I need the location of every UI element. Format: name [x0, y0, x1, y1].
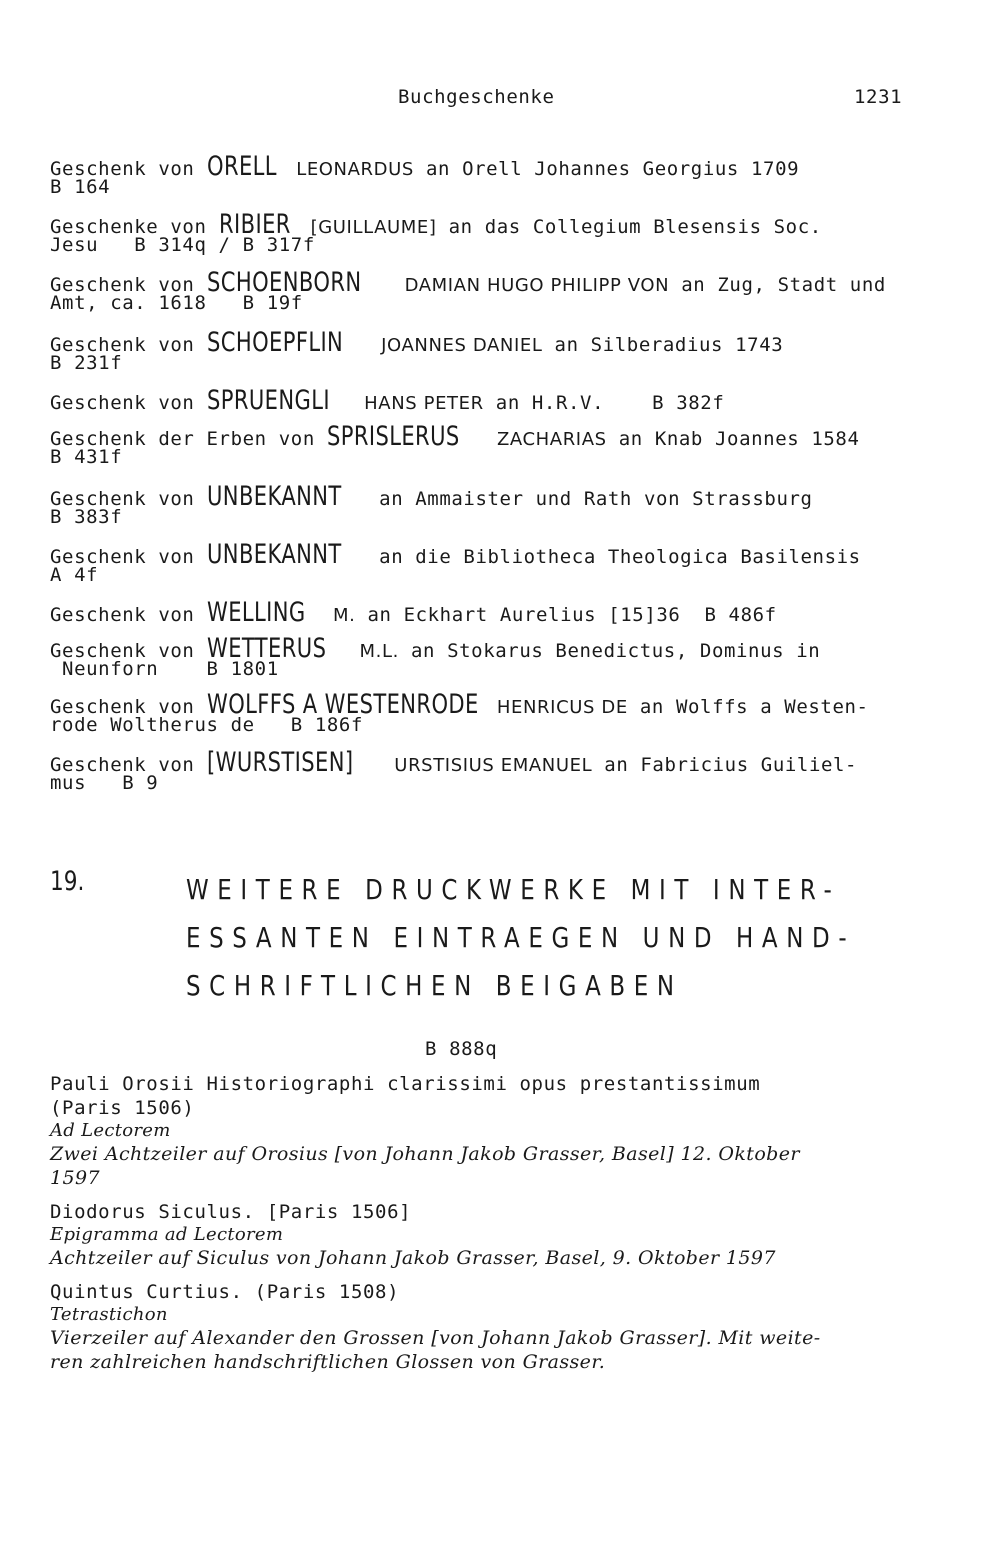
book-title: Quintus Curtius. (Paris 1508) — [50, 1281, 400, 1303]
section-number: 19. — [50, 866, 85, 897]
donor-name: UNBEKANNT — [206, 481, 342, 512]
list-item: Geschenk von SCHOENBORN DAMIAN HUGO PHILIPP VON an Zug, Stadt und Amt, ca. 1618 B 19f — [50, 267, 886, 314]
donor-name: RIBIER — [218, 209, 291, 240]
list-item: Geschenk von WETTERUS M.L. an Stokarus Benedictus, Dominus in Neunforn B 1801 — [50, 633, 821, 680]
book-title: Diodorus Siculus. [Paris 1506] — [50, 1201, 412, 1223]
list-item: Geschenk von SCHOEPFLIN JOANNES DANIEL an Silberadius 1743 B 231f — [50, 327, 784, 374]
inscription: Ad Lectorem — [50, 1120, 171, 1141]
section-title: WEITERE DRUCKWERKE MIT INTER- ESSANTEN EINTRAEGEN UND HAND- SCHRIFTLICHEN BEIGABEN — [186, 873, 856, 1002]
handwritten-note: Achtzeiler auf Siculus von Johann Jakob Grasser, Basel, 9. Oktober 1597 — [50, 1247, 776, 1269]
list-item: Geschenke von RIBIER [GUILLAUME] an das Collegium Blesensis Soc. Jesu B 314q / B 317f — [50, 209, 822, 256]
donor-name: SCHOENBORN — [206, 267, 362, 298]
running-title: Buchgeschenke — [398, 86, 555, 108]
donor-name: SPRISLERUS — [326, 421, 460, 452]
donor-name: WELLING — [206, 597, 306, 628]
shelf-signature: B 888q — [425, 1038, 498, 1060]
page-number: 1231 — [854, 86, 903, 108]
book-title: Pauli Orosii Historiographi clarissimi opus prestantissimum — [50, 1073, 761, 1095]
handwritten-note: Zwei Achtzeiler auf Orosius [von Johann Jakob Grasser, Basel] 12. Oktober — [50, 1143, 800, 1165]
list-item: Geschenk von UNBEKANNT an Ammaister und Rath von Strassburg B 383f — [50, 481, 813, 528]
list-item: Geschenk von SPRUENGLI HANS PETER an H.R.V. B 382f — [50, 385, 725, 416]
list-item: Pauli Orosii Historiographi clarissimi opus prestantissimum (Paris 1506) Ad Lectorem Zwei Achtzeiler auf Orosius [von Johann Jakob Grasser, Basel] 12. Oktober 1597 — [50, 1072, 950, 1190]
list-item: Quintus Curtius. (Paris 1508) Tetrastichon Vierzeiler auf Alexander den Grossen [von Johann Jakob Grasser]. Mit weite- ren zahlreichen handschriftlichen Glossen von Grasser. — [50, 1280, 950, 1374]
donor-name: [WURSTISEN] — [206, 747, 353, 778]
list-item: Geschenk von [WURSTISEN] URSTISIUS EMANUEL an Fabricius Guiliel- mus B 9 — [50, 747, 858, 794]
inscription: Tetrastichon — [50, 1304, 168, 1325]
inscription: Epigramma ad Lectorem — [50, 1224, 284, 1245]
donor-name: UNBEKANNT — [206, 539, 342, 570]
donor-name: WETTERUS — [206, 633, 326, 664]
list-item: Geschenk von WELLING M. an Eckhart Aurelius [15]36 B 486f — [50, 597, 777, 628]
list-item — [50, 1200, 950, 1270]
list-item: Geschenk der Erben von SPRISLERUS ZACHARIAS an Knab Joannes 1584 B 431f — [50, 421, 860, 468]
donor-name: SCHOEPFLIN — [206, 327, 343, 358]
list-item: Geschenk von ORELL LEONARDUS an Orell Johannes Georgius 1709 B 164 — [50, 151, 800, 198]
list-item: Geschenk von UNBEKANNT an die Bibliotheca Theologica Basilensis A 4f — [50, 539, 861, 586]
handwritten-note: Vierzeiler auf Alexander den Grossen [von Johann Jakob Grasser]. Mit weite- — [50, 1327, 821, 1349]
donor-name: SPRUENGLI — [206, 385, 330, 416]
books-list — [50, 1072, 950, 1384]
gift-entries-list — [50, 152, 940, 806]
page-header — [0, 86, 1000, 116]
list-item: Geschenk von WOLFFS A WESTENRODE HENRICUS DE an Wolffs a Westen- rode Woltherus de B 186f — [50, 689, 869, 736]
donor-name: ORELL — [206, 151, 277, 182]
donor-name: WOLFFS A WESTENRODE — [206, 689, 479, 720]
